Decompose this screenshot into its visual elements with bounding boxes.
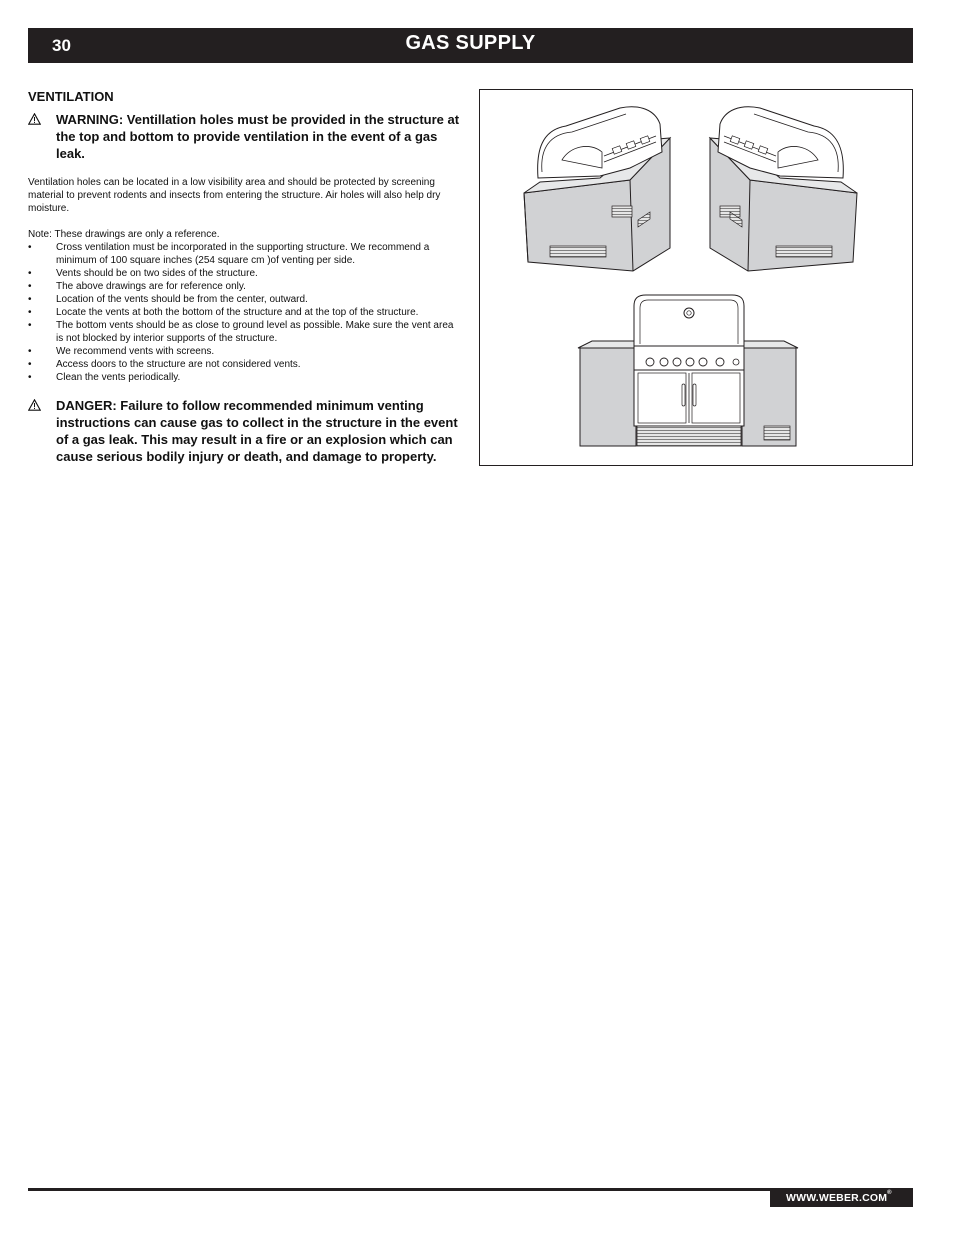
warning-text: Ventillation holes must be provided in the structure at the top and bottom to provide ventilation in the event of a gas leak. (56, 112, 460, 161)
list-item: • Access doors to the structure are not considered vents. (28, 359, 301, 370)
warning-triangle-icon (28, 399, 41, 411)
bullet-glyph: • (28, 281, 32, 292)
list-item: • We recommend vents with screens. (28, 346, 215, 357)
ventilation-section (28, 88, 463, 465)
warning-notice (28, 111, 463, 162)
list-item: • Location of the vents should be from the center, outward. (28, 294, 308, 305)
grill-island-front-view (578, 295, 798, 446)
danger-label: DANGER: (56, 398, 117, 413)
bullet-glyph: • (28, 294, 32, 305)
body-paragraph: Ventilation holes can be located in a low visibility area and should be protected by screening material to prevent rodents and insects from entering the structure. Air holes will also help dry moisture. (28, 177, 441, 214)
bullet-list (28, 241, 463, 384)
page-number: 30 (52, 36, 71, 55)
grill-island-right-perspective (710, 107, 857, 271)
danger-notice (28, 397, 463, 465)
page-title: GAS SUPPLY (405, 32, 536, 54)
warning-label: WARNING: (56, 112, 124, 127)
bullet-glyph: • (28, 346, 32, 357)
footer-website[interactable] (770, 1188, 913, 1207)
website-url[interactable]: WWW.WEBER.COM (786, 1192, 888, 1204)
bullet-glyph: • (28, 359, 32, 370)
list-item: • Clean the vents periodically. (28, 372, 181, 383)
registered-mark: ® (887, 1190, 892, 1196)
list-item: • Locate the vents at both the bottom of the structure and at the top of the structure. (28, 307, 419, 318)
grill-drawings (480, 90, 912, 465)
note-line: Note: These drawings are only a reference. (28, 229, 220, 240)
warning-triangle-icon (28, 113, 41, 125)
danger-text: Failure to follow recommended minimum venting instructions can cause gas to collect in the structure in the event of a gas leak. This may result in a fire or an explosion which can cause serious bodily injury or death, and damage to property. (56, 398, 458, 464)
bullet-glyph: • (28, 307, 32, 318)
list-item: • Vents should be on two sides of the structure. (28, 268, 258, 279)
bullet-glyph: • (28, 372, 32, 383)
header-bar (28, 28, 913, 63)
section-heading: VENTILATION (28, 89, 114, 104)
ventilation-figure (479, 89, 913, 466)
grill-island-left-perspective (524, 107, 670, 271)
bullet-glyph: • (28, 268, 32, 279)
bullet-glyph: • (28, 242, 32, 253)
list-item: • Cross ventilation must be incorporated in the supporting structure. We recommend a minimum of 100 square inches (254 square cm )of venting per side. (28, 242, 430, 266)
bullet-glyph: • (28, 320, 32, 331)
list-item: • The above drawings are for reference only. (28, 281, 246, 292)
list-item: • The bottom vents should be as close to ground level as possible. Make sure the vent area is not blocked by interior supports of the structure. (28, 320, 454, 344)
